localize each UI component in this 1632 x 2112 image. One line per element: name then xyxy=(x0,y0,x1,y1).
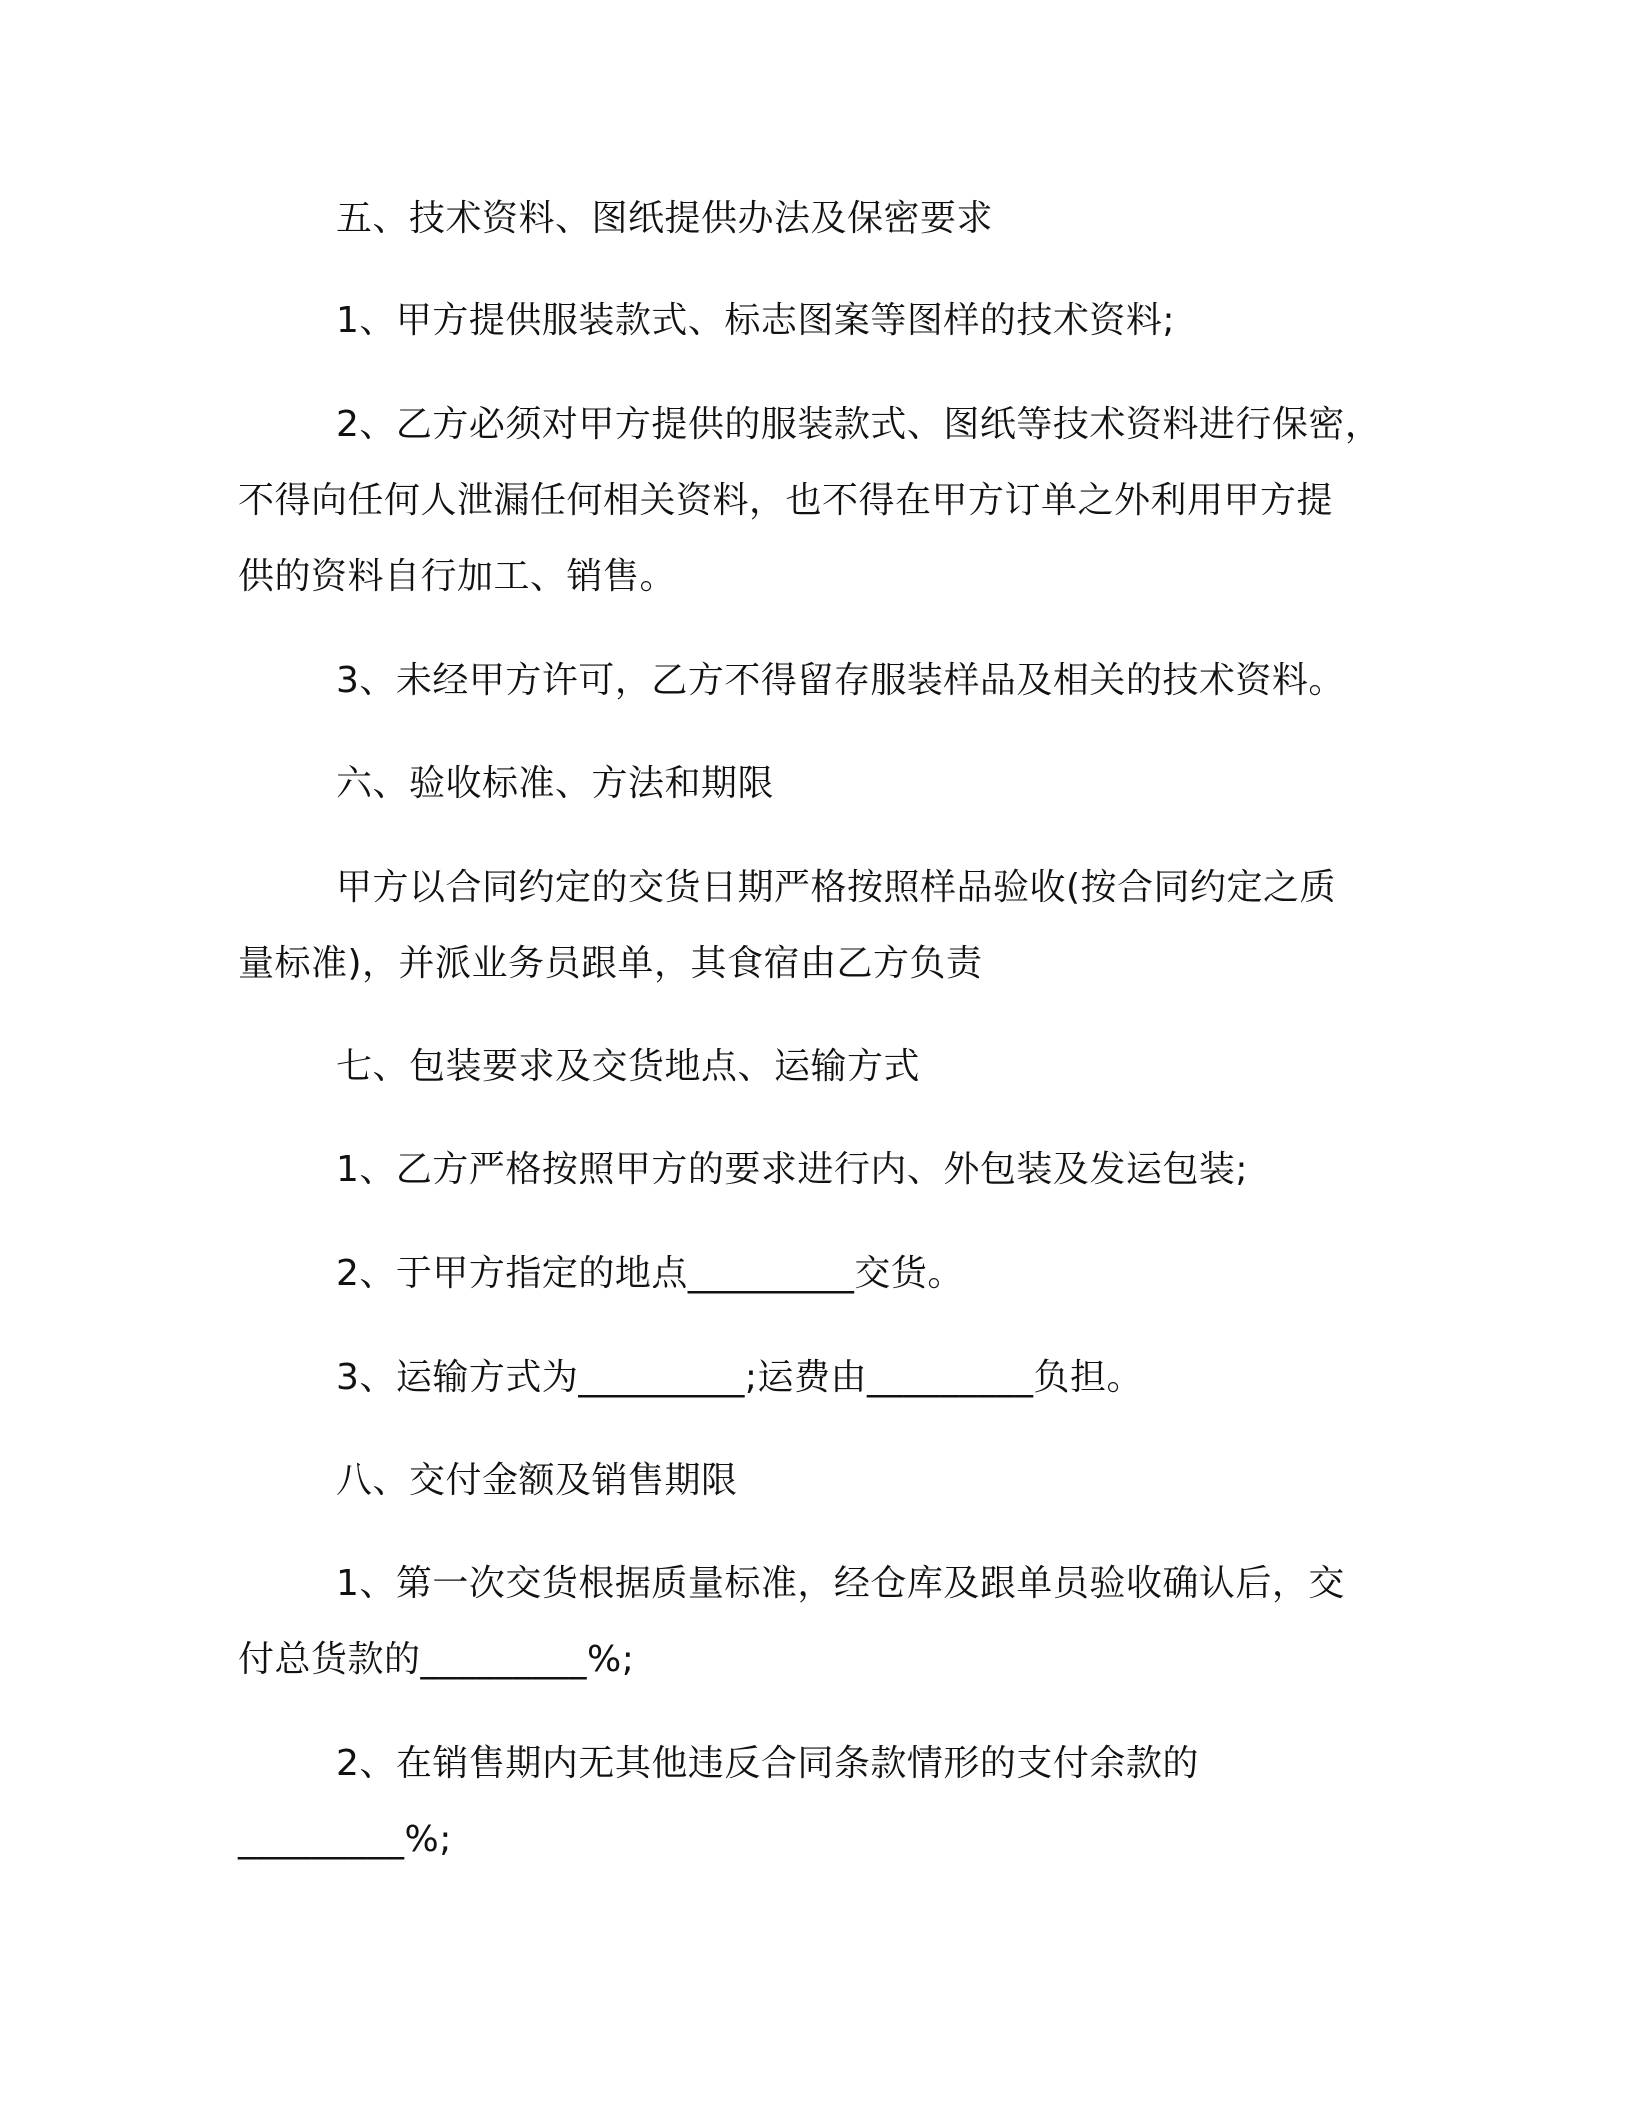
clause-5-3: 3、未经甲方许可，乙方不得留存服装样品及相关的技术资料。 xyxy=(336,660,1345,701)
section-8-heading: 八、交付金额及销售期限 xyxy=(336,1460,738,1501)
section-6-text-line-2: 量标准)，并派业务员跟单，其食宿由乙方负责 xyxy=(238,943,983,984)
clause-5-1: 1、甲方提供服装款式、标志图案等图样的技术资料; xyxy=(336,300,1176,341)
clause-7-3: 3、运输方式为_________;运费由_________负担。 xyxy=(336,1357,1144,1398)
section-6-text-line-1: 甲方以合同约定的交货日期严格按照样品验收(按合同约定之质 xyxy=(336,867,1337,908)
clause-7-2: 2、于甲方指定的地点_________交货。 xyxy=(336,1253,964,1294)
section-5-heading: 五、技术资料、图纸提供办法及保密要求 xyxy=(336,198,994,239)
clause-5-2-line-3: 供的资料自行加工、销售。 xyxy=(238,556,677,597)
clause-5-2-line-2: 不得向任何人泄漏任何相关资料，也不得在甲方订单之外利用甲方提 xyxy=(238,480,1334,521)
section-7-heading: 七、包装要求及交货地点、运输方式 xyxy=(336,1046,921,1087)
clause-7-1: 1、乙方严格按照甲方的要求进行内、外包装及发运包装; xyxy=(336,1149,1249,1190)
clause-8-1-line-1: 1、第一次交货根据质量标准，经仓库及跟单员验收确认后，交 xyxy=(336,1563,1345,1604)
clause-8-2-line-2: _________%; xyxy=(238,1819,452,1860)
clause-8-1-line-2: 付总货款的_________%; xyxy=(238,1639,635,1680)
clause-8-2-line-1: 2、在销售期内无其他违反合同条款情形的支付余款的 xyxy=(336,1743,1199,1784)
clause-5-2-line-1: 2、乙方必须对甲方提供的服装款式、图纸等技术资料进行保密， xyxy=(336,404,1382,445)
section-6-heading: 六、验收标准、方法和期限 xyxy=(336,763,775,804)
